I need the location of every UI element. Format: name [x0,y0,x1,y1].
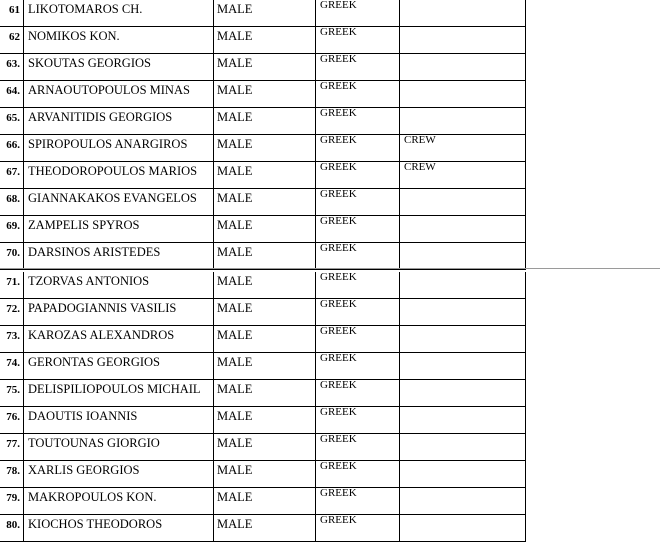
gender-cell: MALE [214,299,316,325]
table-row [0,299,526,326]
row-number: 61 [0,0,24,26]
table-row [0,326,526,353]
role-cell [400,515,526,541]
role-cell [400,407,526,433]
role-cell [400,461,526,487]
role-cell [400,54,526,80]
nationality-cell: GREEK [316,27,400,53]
crew-list-table-page-a [0,0,526,270]
role-cell [400,189,526,215]
passenger-name: ARNAOUTOPOULOS MINAS [24,81,214,107]
passenger-name: PAPADOGIANNIS VASILIS [24,299,214,325]
nationality-cell: GREEK [316,108,400,134]
gender-cell: MALE [214,27,316,53]
role-cell [400,299,526,325]
passenger-name: MAKROPOULOS KON. [24,488,214,514]
role-cell [400,488,526,514]
row-number: 67. [0,162,24,188]
gender-cell: MALE [214,515,316,541]
row-number: 80. [0,515,24,541]
row-number: 63. [0,54,24,80]
nationality-cell: GREEK [316,488,400,514]
table-row [0,407,526,434]
row-number: 64. [0,81,24,107]
row-number: 78. [0,461,24,487]
role-cell [400,380,526,406]
table-row [0,434,526,461]
nationality-cell: GREEK [316,434,400,460]
page-separator [0,268,660,269]
row-number: 66. [0,135,24,161]
table-row [0,216,526,243]
nationality-cell: GREEK [316,326,400,352]
passenger-name: DARSINOS ARISTEDES [24,243,214,269]
table-row [0,461,526,488]
table-row [0,272,526,299]
gender-cell: MALE [214,81,316,107]
role-cell [400,272,526,298]
row-number: 79. [0,488,24,514]
role-cell [400,216,526,242]
passenger-name: TZORVAS ANTONIOS [24,272,214,298]
nationality-cell: GREEK [316,54,400,80]
table-row [0,0,526,27]
table-row [0,189,526,216]
nationality-cell: GREEK [316,380,400,406]
gender-cell: MALE [214,162,316,188]
nationality-cell: GREEK [316,407,400,433]
passenger-name: GIANNAKAKOS EVANGELOS [24,189,214,215]
nationality-cell: GREEK [316,461,400,487]
table-row [0,162,526,189]
gender-cell: MALE [214,434,316,460]
row-number: 65. [0,108,24,134]
role-cell [400,353,526,379]
gender-cell: MALE [214,54,316,80]
table-row [0,81,526,108]
gender-cell: MALE [214,380,316,406]
row-number: 73. [0,326,24,352]
gender-cell: MALE [214,272,316,298]
table-row [0,243,526,270]
role-cell [400,434,526,460]
passenger-name: SKOUTAS GEORGIOS [24,54,214,80]
gender-cell: MALE [214,488,316,514]
role-cell [400,326,526,352]
nationality-cell: GREEK [316,353,400,379]
row-number: 77. [0,434,24,460]
gender-cell: MALE [214,326,316,352]
row-number: 68. [0,189,24,215]
role-cell [400,27,526,53]
row-number: 70. [0,243,24,269]
gender-cell: MALE [214,353,316,379]
passenger-name: DELISPILIOPOULOS MICHAIL [24,380,214,406]
table-row [0,515,526,542]
row-number: 69. [0,216,24,242]
row-number: 75. [0,380,24,406]
row-number: 72. [0,299,24,325]
passenger-name: THEODOROPOULOS MARIOS [24,162,214,188]
table-row [0,54,526,81]
gender-cell: MALE [214,216,316,242]
nationality-cell: GREEK [316,135,400,161]
gender-cell: MALE [214,108,316,134]
row-number: 62 [0,27,24,53]
table-row [0,488,526,515]
nationality-cell: GREEK [316,515,400,541]
passenger-name: KIOCHOS THEODOROS [24,515,214,541]
role-cell [400,81,526,107]
nationality-cell: GREEK [316,299,400,325]
gender-cell: MALE [214,243,316,269]
role-cell: CREW [400,135,526,161]
passenger-name: DAOUTIS IOANNIS [24,407,214,433]
gender-cell: MALE [214,461,316,487]
passenger-name: KAROZAS ALEXANDROS [24,326,214,352]
passenger-name: ZAMPELIS SPYROS [24,216,214,242]
row-number: 74. [0,353,24,379]
passenger-name: TOUTOUNAS GIORGIO [24,434,214,460]
nationality-cell: GREEK [316,189,400,215]
nationality-cell: GREEK [316,162,400,188]
row-number: 71. [0,272,24,298]
gender-cell: MALE [214,189,316,215]
gender-cell: MALE [214,0,316,26]
role-cell [400,0,526,26]
table-row [0,27,526,54]
passenger-name: NOMIKOS KON. [24,27,214,53]
nationality-cell: GREEK [316,81,400,107]
role-cell [400,243,526,269]
table-row [0,380,526,407]
crew-list-table-page-b [0,272,526,542]
row-number: 76. [0,407,24,433]
gender-cell: MALE [214,135,316,161]
passenger-name: LIKOTOMAROS CH. [24,0,214,26]
nationality-cell: GREEK [316,216,400,242]
gender-cell: MALE [214,407,316,433]
table-row [0,135,526,162]
nationality-cell: GREEK [316,0,400,26]
role-cell: CREW [400,162,526,188]
table-row [0,108,526,135]
passenger-name: ARVANITIDIS GEORGIOS [24,108,214,134]
table-row [0,353,526,380]
passenger-name: GERONTAS GEORGIOS [24,353,214,379]
role-cell [400,108,526,134]
nationality-cell: GREEK [316,272,400,298]
passenger-name: XARLIS GEORGIOS [24,461,214,487]
nationality-cell: GREEK [316,243,400,269]
passenger-name: SPIROPOULOS ANARGIROS [24,135,214,161]
